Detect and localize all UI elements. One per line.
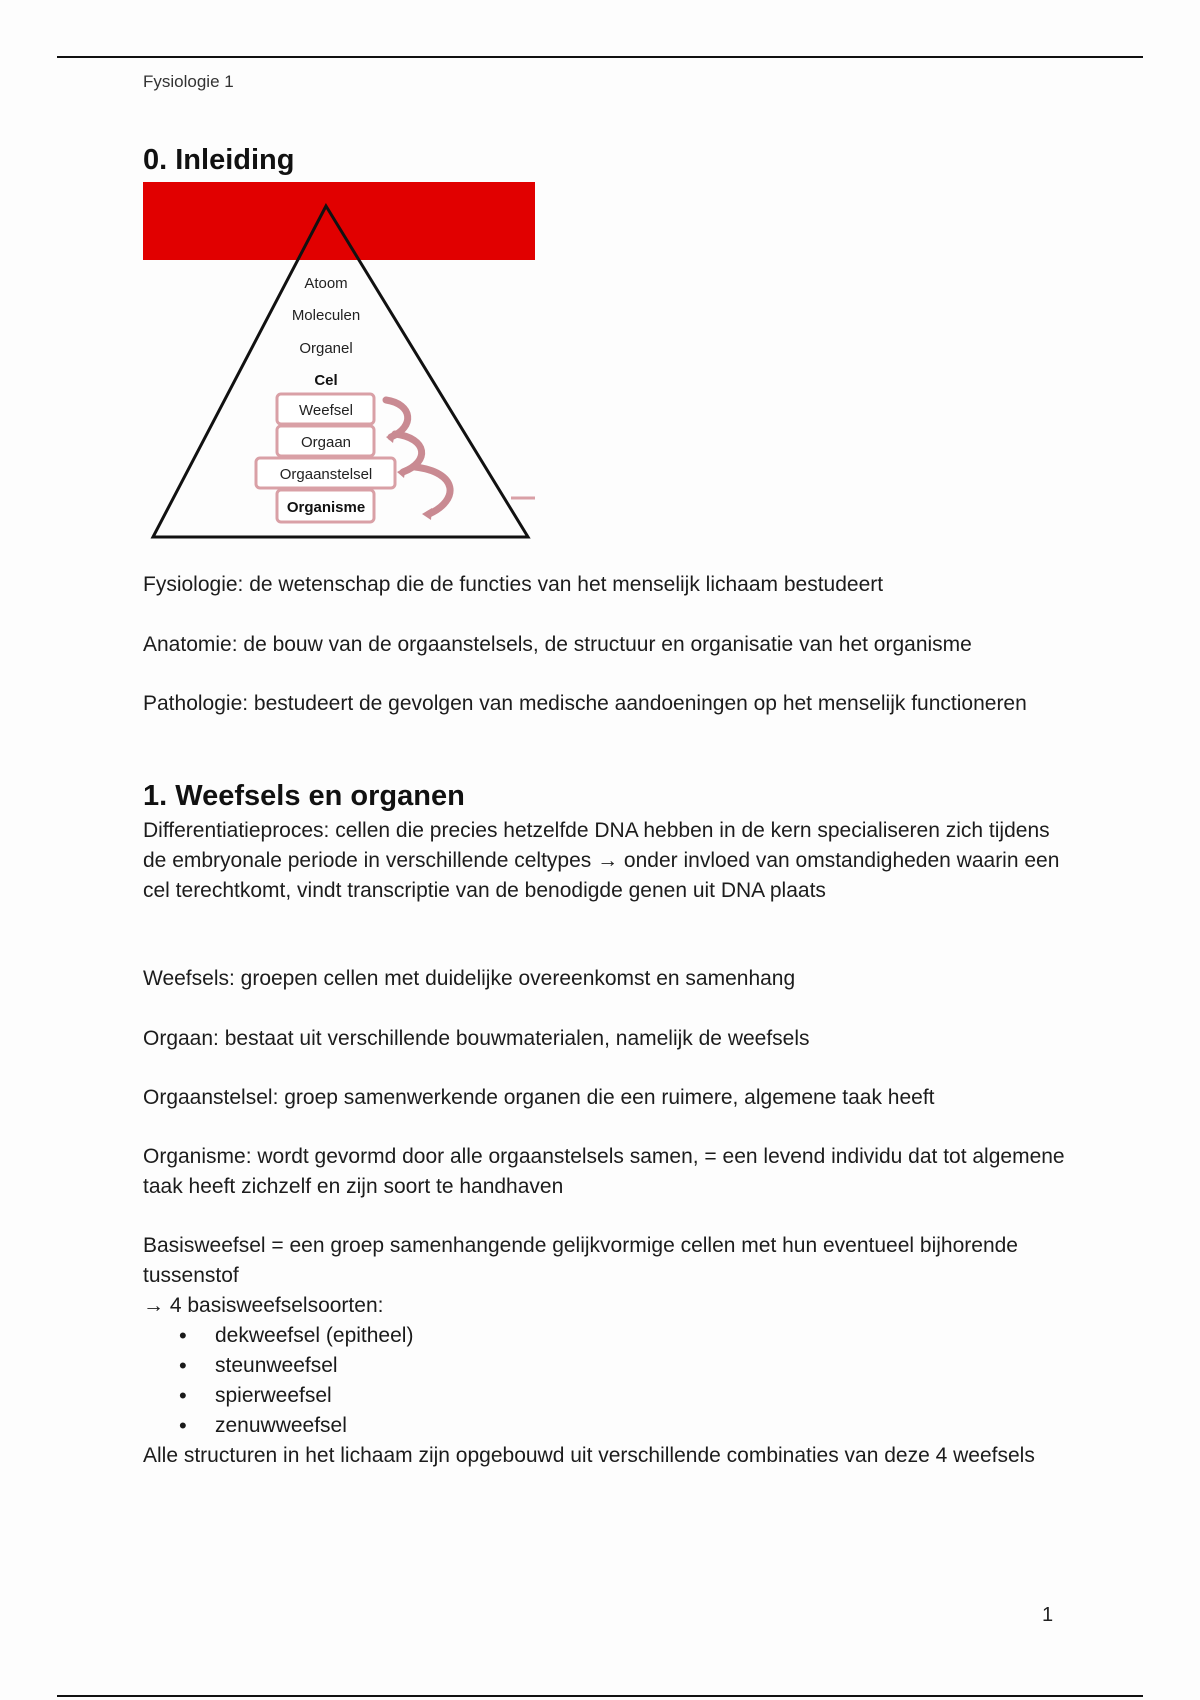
level-orgaanstelsel: Orgaanstelsel: [279, 466, 373, 483]
definition-fysiologie: Fysiologie: de wetenschap die de functies van het menselijk lichaam bestudeert: [143, 573, 884, 596]
list-item: • steunweefsel: [143, 1351, 413, 1381]
basisweefsel-intro: → 4 basisweefselsoorten:: [143, 1294, 384, 1317]
running-header: Fysiologie 1: [143, 72, 234, 91]
level-cel: Cel: [314, 372, 338, 389]
definition-weefsels: Weefsels: groepen cellen met duidelijke overeenkomst en samenhang: [143, 967, 796, 990]
definition-orgaanstelsel: Orgaanstelsel: groep samenwerkende organen die een ruimere, algemene taak heeft: [143, 1086, 935, 1109]
paragraph-differentiatie: Differentiatieproces: cellen die precies hetzelfde DNA hebben in de kern specialiseren zich tijdens de embryonale periode in verschillende celtypes → onder invloed van omstandigheden waarin een cel terechtkomt, vindt transcriptie van de benodigde genen uit DNA plaats: [143, 819, 1060, 902]
definition-pathologie: Pathologie: bestudeert de gevolgen van medische aandoeningen op het menselijk functioneren: [143, 692, 1027, 715]
red-banner: [143, 182, 535, 260]
definition-orgaan: Orgaan: bestaat uit verschillende bouwmaterialen, namelijk de weefsels: [143, 1027, 810, 1050]
arrowhead-icon: [422, 508, 432, 520]
level-organel: Organel: [299, 340, 353, 357]
level-organisme: Organisme: [286, 499, 366, 516]
paragraph-conclusie: Alle structuren in het lichaam zijn opgebouwd uit verschillende combinaties van deze 4 weefsels: [143, 1444, 1035, 1467]
definition-basisweefsel: Basisweefsel = een groep samenhangende gelijkvormige cellen met hun eventueel bijhorende tussenstof: [143, 1234, 1018, 1287]
arrowhead-icon: [397, 467, 406, 478]
level-weefsel: Weefsel: [299, 402, 353, 419]
curved-arrow-icon: [415, 467, 450, 514]
organization-pyramid-figure: [143, 182, 535, 542]
level-orgaan: Orgaan: [300, 434, 352, 451]
definition-anatomie: Anatomie: de bouw van de orgaanstelsels, de structuur en organisatie van het organisme: [143, 633, 972, 656]
level-atoom: Atoom: [304, 275, 348, 292]
basisweefsel-list: [143, 1321, 413, 1441]
definition-organisme: Organisme: wordt gevormd door alle orgaanstelsels samen, = een levend individu dat tot algemene taak heeft zichzelf en zijn soort te handhaven: [143, 1145, 1065, 1198]
section-title-weefsels: 1. Weefsels en organen: [143, 780, 465, 812]
organization-pyramid-diagram: [143, 182, 535, 542]
list-item: • zenuwweefsel: [143, 1411, 413, 1441]
page-number: 1: [1042, 1604, 1054, 1626]
footer-rule: [57, 1695, 1143, 1697]
section-title-inleiding: 0. Inleiding: [143, 144, 295, 176]
list-item: • spierweefsel: [143, 1381, 413, 1411]
level-moleculen: Moleculen: [291, 307, 361, 324]
header-rule: [57, 56, 1143, 58]
list-item: • dekweefsel (epitheel): [143, 1321, 413, 1351]
